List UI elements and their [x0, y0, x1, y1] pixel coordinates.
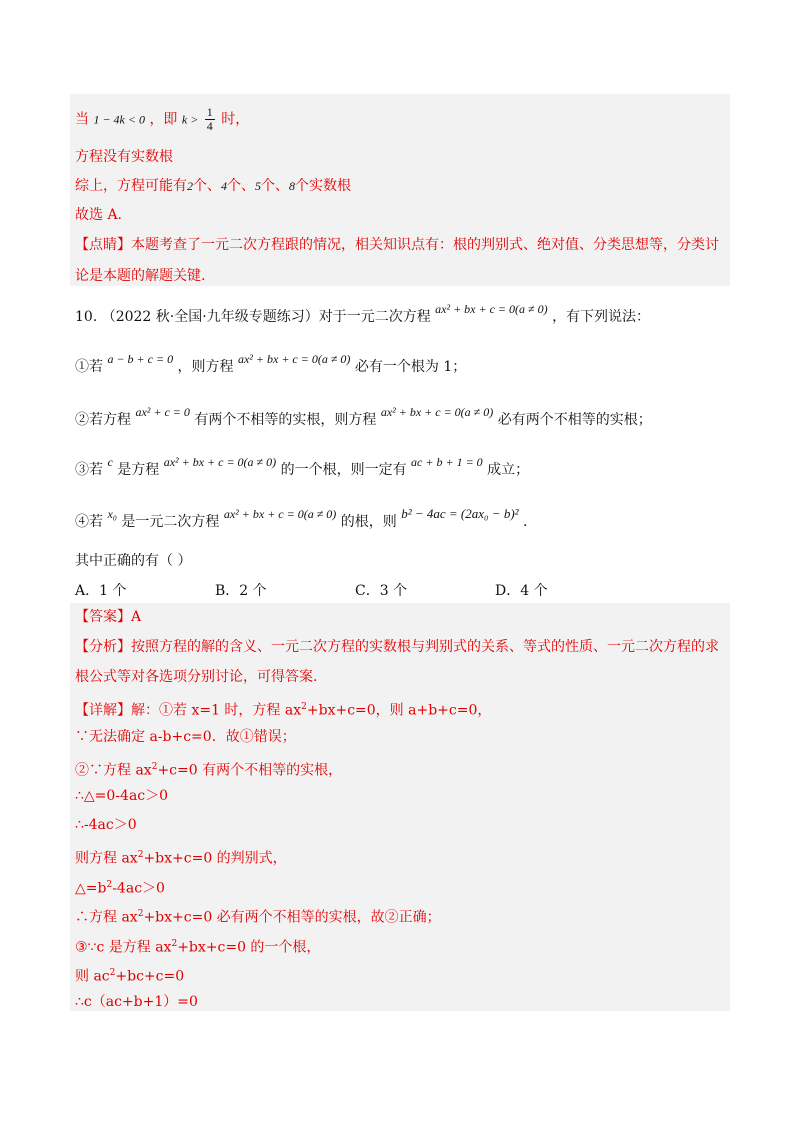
text: .: [523, 514, 528, 530]
text: 【详解】解：①若 x=1 时，方程 ax: [75, 702, 302, 719]
text: 当: [75, 111, 89, 128]
equation: ax² + bx + c = 0(a ≠ 0): [163, 455, 277, 469]
detail-line-11: ∴c（ac+b+1）=0: [75, 994, 198, 1010]
superscript: 2: [171, 939, 178, 949]
detail-line-4: ∴△=0-4ac＞0: [75, 788, 169, 804]
text: +bc+c=0: [115, 968, 185, 985]
case-line: [75, 106, 249, 133]
comment-line-2: 论是本题的解题关键.: [75, 268, 206, 284]
equation: a − b + c = 0: [107, 352, 174, 366]
equation: ax² + bx + c = 0(a ≠ 0): [435, 302, 548, 316]
text: ，即: [149, 111, 178, 128]
text: △=b: [75, 880, 107, 897]
text: 个、: [261, 178, 289, 194]
text: 必有一个根为 1；: [354, 359, 467, 375]
equation: b² − 4ac = (2ax₀ − b)²: [401, 506, 519, 521]
text: 个、: [193, 178, 221, 194]
detail-line-7: [75, 875, 165, 899]
text: +c=0 有两个不相等的实根，: [157, 762, 343, 779]
superscript: 2: [109, 968, 116, 978]
denominator: 4: [206, 119, 213, 133]
text: +bx+c=0 的判别式，: [143, 850, 287, 867]
text: 时，: [221, 111, 250, 128]
text: ，有下列说法：: [552, 309, 651, 325]
choice-line: 故选 A.: [75, 207, 123, 223]
text: 10. （2022 秋·全国·九年级专题练习）对于一元二次方程: [75, 309, 431, 325]
detail-line-5: ∴-4ac＞0: [75, 817, 137, 833]
text: 是方程: [117, 462, 160, 478]
text: 成立；: [487, 462, 530, 478]
text: ③∵c 是方程 ax: [75, 939, 172, 956]
numerator: 1: [206, 105, 213, 119]
detail-line-8: [75, 904, 441, 928]
text: -4ac＞0: [112, 880, 165, 897]
question-prompt: 其中正确的有（ ）: [75, 553, 192, 569]
detail-line-3: [75, 757, 342, 781]
superscript: 2: [137, 909, 144, 919]
text: 个实数根: [295, 178, 351, 194]
text: 的一个根，则一定有: [280, 462, 407, 478]
text: ②若方程: [75, 412, 131, 428]
text: 必有两个不相等的实根；: [497, 412, 652, 428]
summary-line: [75, 176, 351, 196]
superscript: 2: [137, 850, 144, 860]
equation: ax² + bx + c = 0(a ≠ 0): [380, 405, 494, 419]
answer-options: [75, 581, 635, 601]
text: ①若: [75, 359, 103, 375]
variable-x0: x₀: [107, 507, 117, 521]
text: 个、: [227, 178, 255, 194]
option-d[interactable]: D．4 个: [495, 583, 548, 599]
text: ②∵方程 ax: [75, 762, 152, 779]
statement-1: [75, 352, 467, 377]
text: +bx+c=0 的一个根，: [177, 939, 321, 956]
equation: ax² + bx + c = 0(a ≠ 0): [237, 352, 351, 366]
k-expression: k >: [181, 112, 199, 127]
inequality: 1 − 4k < 0: [93, 112, 145, 127]
analysis-line-1: 【分析】按照方程的解的含义、一元二次方程的实数根与判别式的关系、等式的性质、一元二次方程的求: [75, 639, 719, 655]
number: 4: [221, 179, 227, 193]
text: ，则方程: [177, 359, 234, 375]
text: ④若: [75, 514, 103, 530]
text: 的根，则: [340, 514, 397, 530]
text: ∴方程 ax: [75, 909, 138, 926]
number: 2: [187, 179, 193, 193]
text: 综上，方程可能有: [75, 178, 187, 194]
detail-line-6: [75, 845, 287, 869]
number: 8: [289, 179, 295, 193]
answer-line: 【答案】A: [75, 609, 142, 625]
text: +bx+c=0，则 a+b+c=0，: [306, 702, 492, 719]
variable-c: c: [107, 455, 113, 469]
superscript: 2: [151, 762, 158, 772]
number: 5: [255, 179, 261, 193]
detail-line-10: [75, 963, 184, 987]
fraction-one-quarter: [205, 106, 215, 133]
text: 则 ac: [75, 968, 110, 985]
statement-4: [75, 506, 528, 532]
statement-2: [75, 405, 652, 430]
text: ③若: [75, 462, 103, 478]
question-header: [75, 302, 651, 327]
text: +bx+c=0 必有两个不相等的实根，故②正确；: [143, 909, 441, 926]
option-b[interactable]: B．2 个: [215, 583, 267, 599]
text: 是一元二次方程: [121, 514, 220, 530]
comment-line-1: 【点睛】本题考查了一元二次方程跟的情况，相关知识点有：根的判别式、绝对值、分类思想等，分类讨: [75, 237, 719, 253]
text: 有两个不相等的实根，则方程: [194, 412, 377, 428]
detail-line-1: [75, 697, 491, 721]
no-real-roots-line: 方程没有实数根: [75, 149, 173, 165]
option-c[interactable]: C．3 个: [355, 583, 408, 599]
equation: ax² + c = 0: [135, 405, 190, 419]
superscript: 2: [301, 702, 307, 712]
superscript: 2: [106, 880, 113, 890]
equation: ax² + bx + c = 0(a ≠ 0): [223, 507, 337, 521]
analysis-line-2: 根公式等对各选项分别讨论，可得答案.: [75, 669, 318, 685]
equation: ac + b + 1 = 0: [411, 455, 483, 469]
text: 则方程 ax: [75, 850, 138, 867]
option-a[interactable]: A．1 个: [75, 583, 127, 599]
detail-line-2: ∵无法确定 a-b+c=0．故①错误；: [75, 729, 296, 745]
detail-line-9: [75, 934, 320, 958]
statement-3: [75, 455, 530, 480]
